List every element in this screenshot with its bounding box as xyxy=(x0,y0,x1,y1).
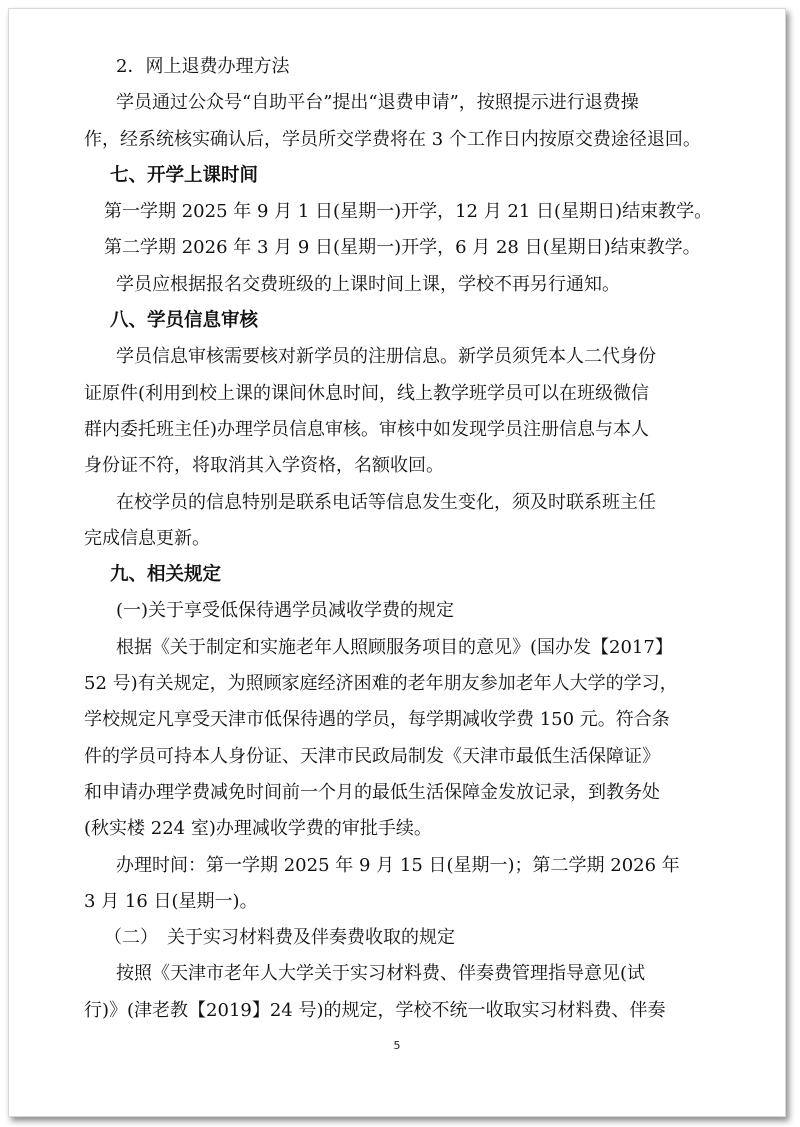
document-page xyxy=(8,8,786,1117)
page-number: 5 xyxy=(393,1039,401,1052)
paragraph-line: 学员通过公众号“自助平台”提出“退费申请”，按照提示进行退费操 xyxy=(116,92,639,114)
paragraph-line: 第二学期 2026 年 3 月 9 日(星期一)开学，6 月 28 日(星期日)结束教学。 xyxy=(104,237,701,259)
subsection-heading: 2．网上退费办理方法 xyxy=(116,56,290,77)
paragraph-line: 证原件(利用到校上课的课间休息时间，线上教学班学员可以在班级微信 xyxy=(84,382,650,404)
paragraph-line: 作，经系统核实确认后，学员所交学费将在 3 个工作日内按原交费途径退回。 xyxy=(84,128,701,150)
section-heading: 八、学员信息审核 xyxy=(110,310,259,332)
paragraph-line: 第一学期 2025 年 9 月 1 日(星期一)开学，12 月 21 日(星期日)结束教学。 xyxy=(104,201,713,223)
paragraph-line: 行)》(津老教【2019】24 号)的规定，学校不统一收取实习材料费、伴奏 xyxy=(84,999,666,1021)
paragraph-line: 3 月 16 日(星期一)。 xyxy=(84,890,258,912)
document-body xyxy=(84,49,754,1029)
section-heading: 七、开学上课时间 xyxy=(110,164,259,186)
paragraph-line: 学员信息审核需要核对新学员的注册信息。新学员须凭本人二代身份 xyxy=(116,346,656,368)
paragraph-line: 学员应根据报名交费班级的上课时间上课，学校不再另行通知。 xyxy=(116,273,620,295)
paragraph-line: 完成信息更新。 xyxy=(84,527,210,549)
paragraph-line: 在校学员的信息特别是联系电话等信息发生变化，须及时联系班主任 xyxy=(116,491,656,513)
paragraph-line: 学校规定凡享受天津市低保待遇的学员，每学期减收学费 150 元。符合条 xyxy=(84,709,670,731)
paragraph-line: (秋实楼 224 室)办理减收学费的审批手续。 xyxy=(84,818,432,840)
paragraph-line: 件的学员可持本人身份证、天津市民政局制发《天津市最低生活保障证》 xyxy=(84,745,660,767)
paragraph-line: 身份证不符，将取消其入学资格，名额收回。 xyxy=(84,455,444,477)
paragraph-line: 按照《天津市老年人大学关于实习材料费、伴奏费管理指导意见(试 xyxy=(116,963,646,985)
section-heading: 九、相关规定 xyxy=(110,564,222,586)
paragraph-line: 办理时间：第一学期 2025 年 9 月 15 日(星期一)；第二学期 2026 年 xyxy=(116,854,680,876)
paragraph-line: 和申请办理学费减免时间前一个月的最低生活保障金发放记录，到教务处 xyxy=(84,781,660,803)
subsection-heading: （二） 关于实习材料费及伴奏费收取的规定 xyxy=(104,927,455,949)
subsection-heading: (一)关于享受低保待遇学员减收学费的规定 xyxy=(116,600,455,622)
paragraph-line: 52 号)有关规定，为照顾家庭经济困难的老年朋友参加老年人大学的学习， xyxy=(84,673,678,695)
paragraph-line: 群内委托班主任)办理学员信息审核。审核中如发现学员注册信息与本人 xyxy=(84,418,650,440)
paragraph-line: 根据《关于制定和实施老年人照顾服务项目的意见》(国办发【2017】 xyxy=(116,636,673,658)
